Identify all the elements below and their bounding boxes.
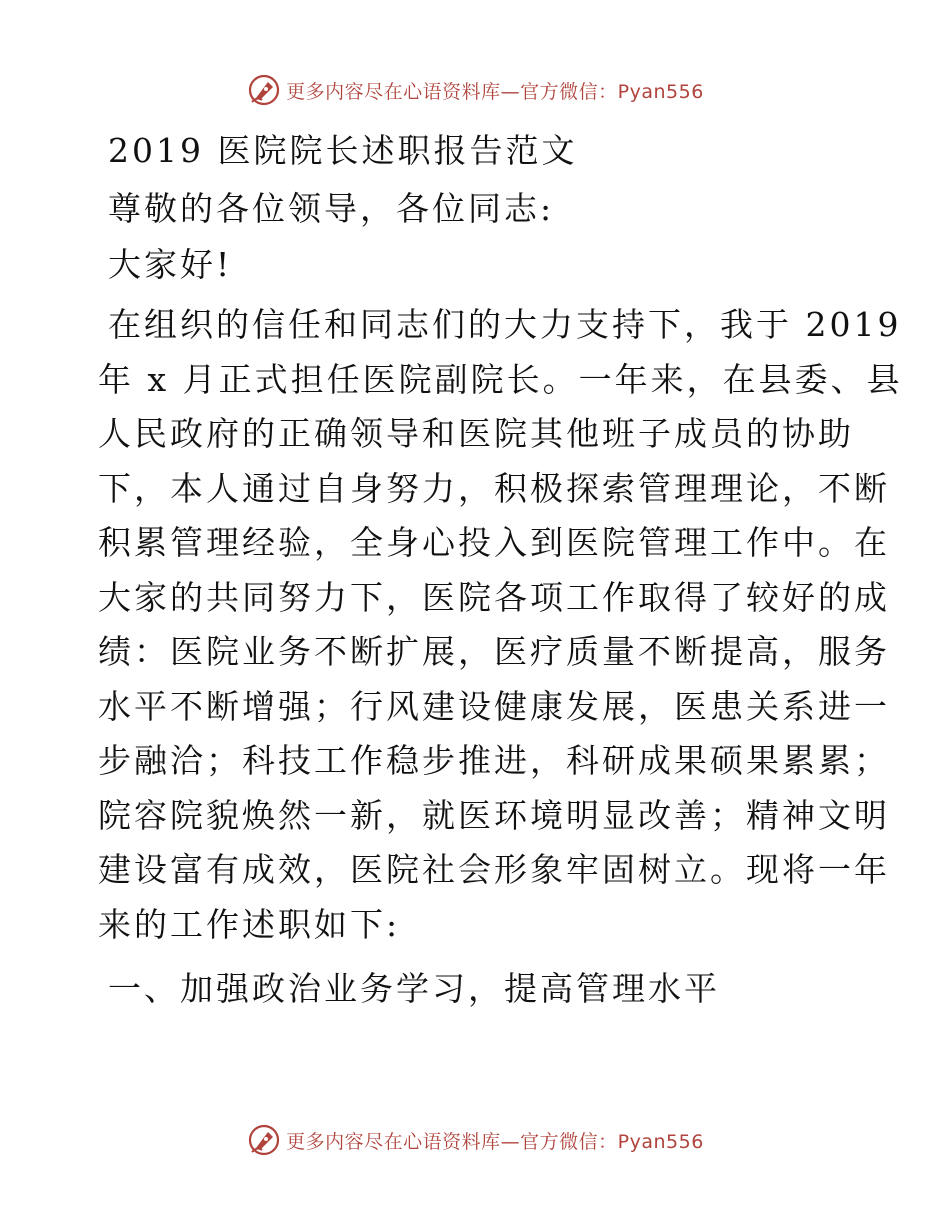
document-body xyxy=(98,118,903,1012)
paragraph-line: 大家的共同努力下，医院各项工作取得了较好的成 xyxy=(98,577,890,617)
section-heading: 一、加强政治业务学习，提高管理水平 xyxy=(108,969,720,1008)
watermark-text: 更多内容尽在心语资料库—官方微信：Pyan556 xyxy=(286,80,704,103)
paragraph-line: 院容院貌焕然一新，就医环境明显改善；精神文明 xyxy=(98,795,890,835)
paragraph-line: 来的工作述职如下: xyxy=(98,904,401,944)
paragraph-line: 绩：医院业务不断扩展，医疗质量不断提高，服务 xyxy=(98,632,890,671)
paragraph-line: 下，本人通过自身努力，积极探索管理理论，不断 xyxy=(98,468,890,508)
watermark-text: 更多内容尽在心语资料库—官方微信：Pyan556 xyxy=(286,1130,704,1153)
document-title: 2019 医院院长述职报告范文 xyxy=(108,131,578,170)
paragraph-line: 人民政府的正确领导和医院其他班子成员的协助 xyxy=(98,414,854,453)
paragraph-line: 水平不断增强；行风建设健康发展，医患关系进一 xyxy=(98,686,890,726)
paragraph-line: 步融洽；科技工作稳步推进，科研成果硕果累累； xyxy=(98,741,890,780)
paragraph-line: 在组织的信任和同志们的大力支持下，我于 2019 xyxy=(108,305,902,344)
watermark-banner-top xyxy=(0,70,950,110)
pen-nib-logo-icon xyxy=(246,1122,282,1158)
hello-line: 大家好! xyxy=(108,245,233,284)
watermark-banner-bottom xyxy=(0,1120,950,1160)
paragraph-line: 年 x 月正式担任医院副院长。一年来，在县委、县 xyxy=(98,359,903,399)
pen-nib-logo-icon xyxy=(246,72,282,108)
paragraph-line: 建设富有成效，医院社会形象牢固树立。现将一年 xyxy=(98,850,890,889)
greeting-line: 尊敬的各位领导，各位同志: xyxy=(108,189,555,228)
paragraph-line: 积累管理经验，全身心投入到医院管理工作中。在 xyxy=(98,523,890,562)
body-paragraph xyxy=(98,298,903,952)
